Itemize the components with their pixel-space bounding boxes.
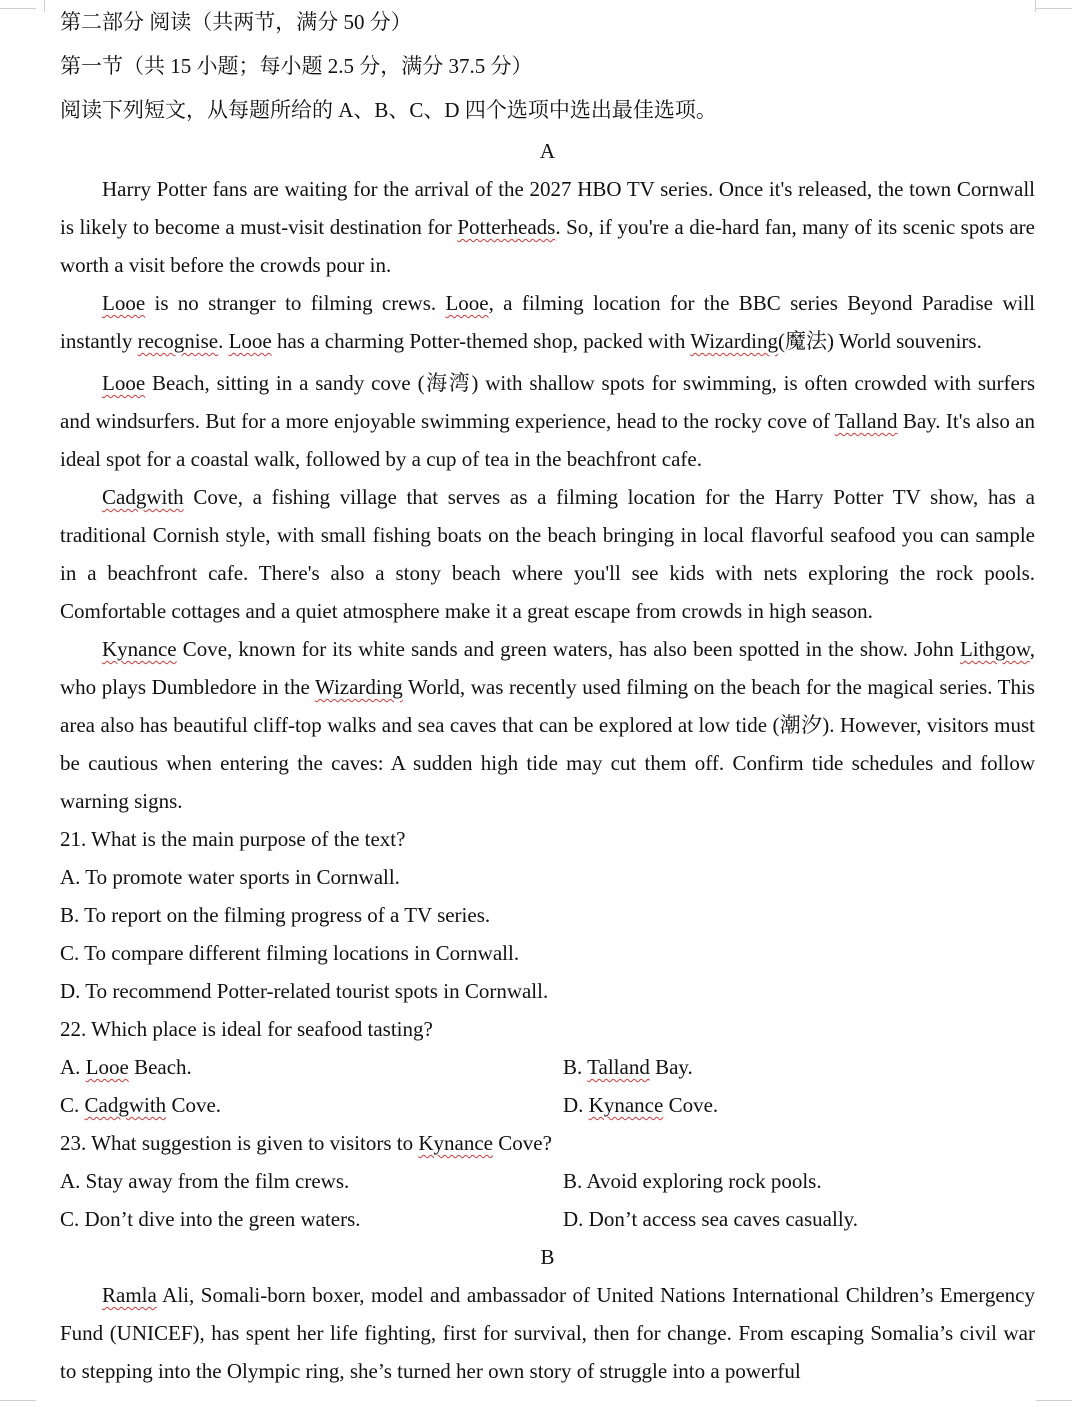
question-22-option-a: A. Looe Beach. — [60, 1055, 192, 1079]
question-23-option-a: A. Stay away from the film crews. — [60, 1169, 350, 1193]
question-21-option-d: D. To recommend Potter-related tourist spots in Cornwall. — [60, 979, 549, 1003]
question-21-stem: 21. What is the main purpose of the text? — [60, 827, 406, 851]
question-23-options-row-2 — [60, 1200, 1035, 1238]
question-22-options-row-1 — [60, 1048, 1035, 1086]
page-corner-mark — [1035, 0, 1036, 12]
section-title: 第一节（共 15 小题；每小题 2.5 分，满分 37.5 分） — [60, 54, 533, 78]
question-23-option-b: B. Avoid exploring rock pools. — [563, 1169, 822, 1193]
document-page — [60, 0, 1035, 1390]
page-corner-mark — [44, 0, 45, 12]
instruction: 阅读下列短文，从每题所给的 A、B、C、D 四个选项中选出最佳选项。 — [60, 98, 717, 122]
page-corner-mark — [1036, 8, 1072, 9]
question-21-option-a: A. To promote water sports in Cornwall. — [60, 865, 400, 889]
passage-a-paragraph-3: Looe Beach, sitting in a sandy cove (海湾) with shallow spots for swimming, is often crowded with surfers and windsurfers. But for a more enjoyable swimming experience, head to the rocky cove of Talland Bay. It's also an ideal spot for a coastal walk, followed by a cup of tea in the beachfront cafe. — [60, 371, 1035, 471]
question-23-option-d: D. Don’t access sea caves casually. — [563, 1207, 859, 1231]
passage-a-paragraph-4: Cadgwith Cove, a fishing village that serves as a filming location for the Harry Potter TV show, has a traditional Cornish style, with small fishing boats on the beach bringing in local flavorful seafood you can sample in a beachfront cafe. There's also a stony beach where you'll see kids with nets exploring the rock pools. Comfortable cottages and a quiet atmosphere make it a great escape from crowds in high season. — [60, 485, 1035, 623]
question-23-option-c: C. Don’t dive into the green waters. — [60, 1207, 361, 1231]
passage-b-label: B — [540, 1245, 555, 1269]
part-title: 第二部分 阅读（共两节，满分 50 分） — [60, 10, 412, 34]
question-21-option-c: C. To compare different filming locations in Cornwall. — [60, 941, 520, 965]
question-22-options-row-2 — [60, 1086, 1035, 1124]
question-23-stem: 23. What suggestion is given to visitors to Kynance Cove? — [60, 1131, 552, 1155]
question-22-option-c: C. Cadgwith Cove. — [60, 1093, 222, 1117]
question-23-options-row-1 — [60, 1162, 1035, 1200]
page-corner-mark — [0, 8, 36, 9]
question-21-option-b: B. To report on the filming progress of a TV series. — [60, 903, 491, 927]
passage-a-paragraph-5: Kynance Cove, known for its white sands and green waters, has also been spotted in the show. John Lithgow, who plays Dumbledore in the Wizarding World, was recently used filming on the beach for the magical series. This area also has beautiful cliff-top walks and sea caves that can be explored at low tide (潮汐). However, visitors must be cautious when entering the caves: A sudden high tide may cut them off. Confirm tide schedules and follow warning signs. — [60, 637, 1035, 813]
passage-b-paragraph-1: Ramla Ali, Somali-born boxer, model and ambassador of United Nations International Children’s Emergency Fund (UNICEF), has spent her life fighting, first for survival, then for change. From escaping Somalia’s civil war to stepping into the Olympic ring, she’s turned her own story of struggle into a powerful — [60, 1283, 1035, 1383]
passage-a-paragraph-2: Looe is no stranger to filming crews. Looe, a filming location for the BBC series Beyond Paradise will instantly recognise. Looe has a charming Potter-themed shop, packed with Wizarding(魔法) World souvenirs. — [60, 291, 1035, 353]
page-corner-mark — [0, 1400, 36, 1401]
question-22-option-d: D. Kynance Cove. — [563, 1093, 719, 1117]
question-22-stem: 22. Which place is ideal for seafood tasting? — [60, 1017, 433, 1041]
passage-a-label: A — [539, 139, 556, 163]
question-22-option-b: B. Talland Bay. — [563, 1055, 693, 1079]
passage-a-paragraph-1: Harry Potter fans are waiting for the arrival of the 2027 HBO TV series. Once it's released, the town Cornwall is likely to become a must-visit destination for Potterheads. So, if you're a die-hard fan, many of its scenic spots are worth a visit before the crowds pour in. — [60, 177, 1035, 277]
page-corner-mark — [1036, 1400, 1072, 1401]
